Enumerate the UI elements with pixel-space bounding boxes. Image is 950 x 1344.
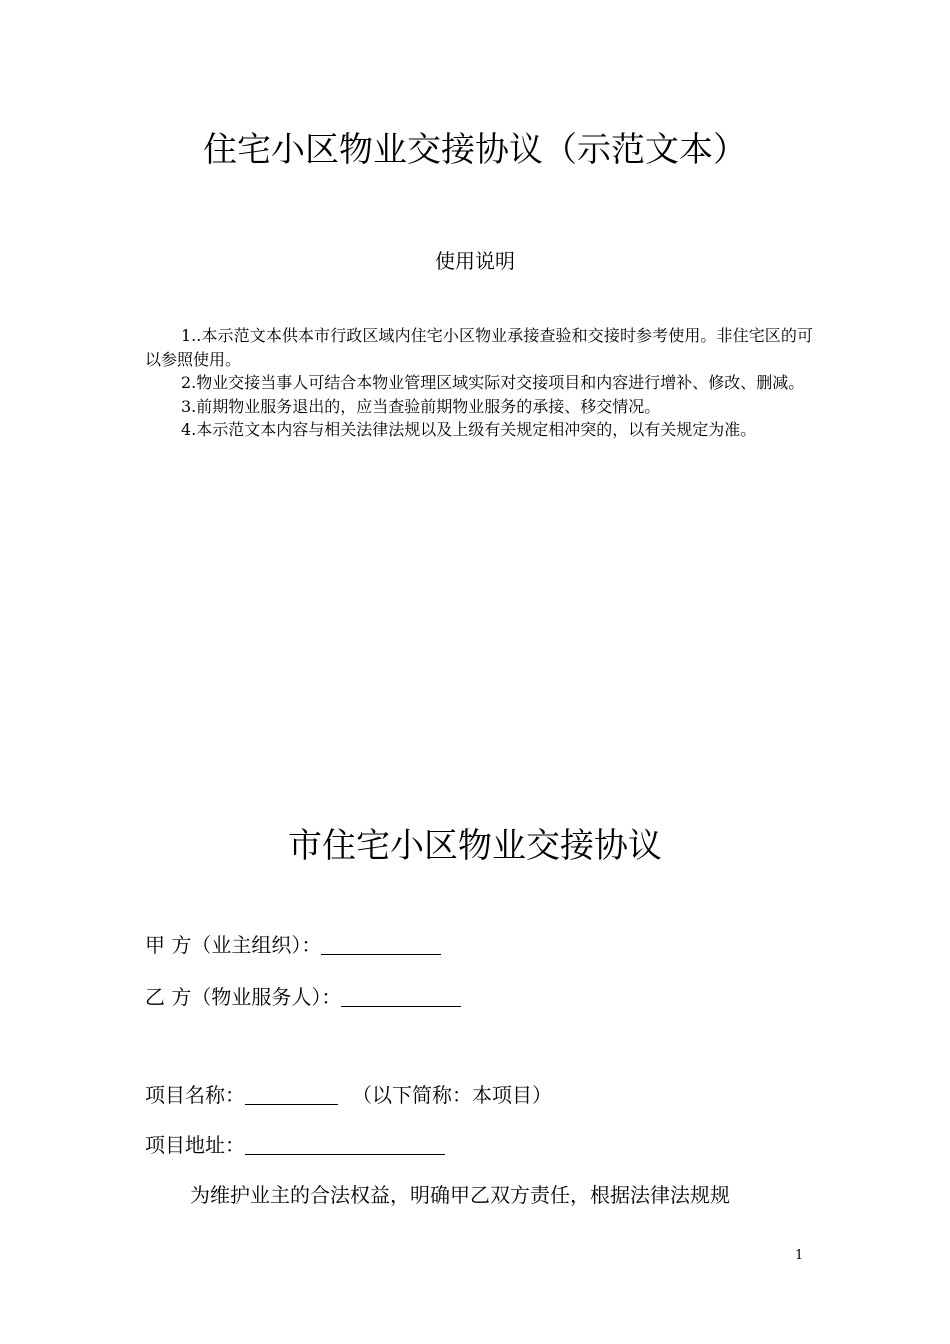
party-b-field — [145, 982, 461, 1012]
preamble-paragraph: 为维护业主的合法权益，明确甲乙双方责任，根据法律法规规 — [190, 1183, 730, 1207]
instruction-item-1: 1..本示范文本供本市行政区域内住宅小区物业承接查验和交接时参考使用。非住宅区的可以参照使用。 — [145, 326, 813, 369]
project-name-note: （以下简称：本项目） — [352, 1083, 552, 1107]
project-address-label: 项目地址： — [145, 1133, 245, 1157]
party-a-blank-line — [321, 932, 441, 955]
instruction-item-4: 4.本示范文本内容与相关法律法规以及上级有关规定相冲突的，以有关规定为准。 — [181, 420, 757, 439]
main-title: 住宅小区物业交接协议（示范文本） — [203, 130, 747, 170]
party-b-label: 乙 方（物业服务人）： — [145, 985, 342, 1009]
project-name-field — [145, 1080, 552, 1110]
project-address-blank-line — [245, 1132, 445, 1155]
agreement-title: 市住宅小区物业交接协议 — [288, 826, 662, 866]
usage-instructions — [145, 324, 813, 442]
instruction-item-3: 3.前期物业服务退出的，应当查验前期物业服务的承接、移交情况。 — [181, 396, 661, 416]
party-b-blank-line — [341, 984, 461, 1007]
party-a-field — [145, 930, 441, 960]
usage-instructions-heading: 使用说明 — [435, 249, 515, 273]
page-number: 1 — [795, 1248, 804, 1263]
instruction-item-2: 2.物业交接当事人可结合本物业管理区域实际对交接项目和内容进行增补、修改、删减。 — [181, 373, 805, 392]
project-name-blank-line — [245, 1082, 338, 1105]
project-address-field — [145, 1130, 445, 1160]
project-name-label: 项目名称： — [145, 1083, 245, 1107]
party-a-label: 甲 方（业主组织）： — [145, 933, 322, 957]
